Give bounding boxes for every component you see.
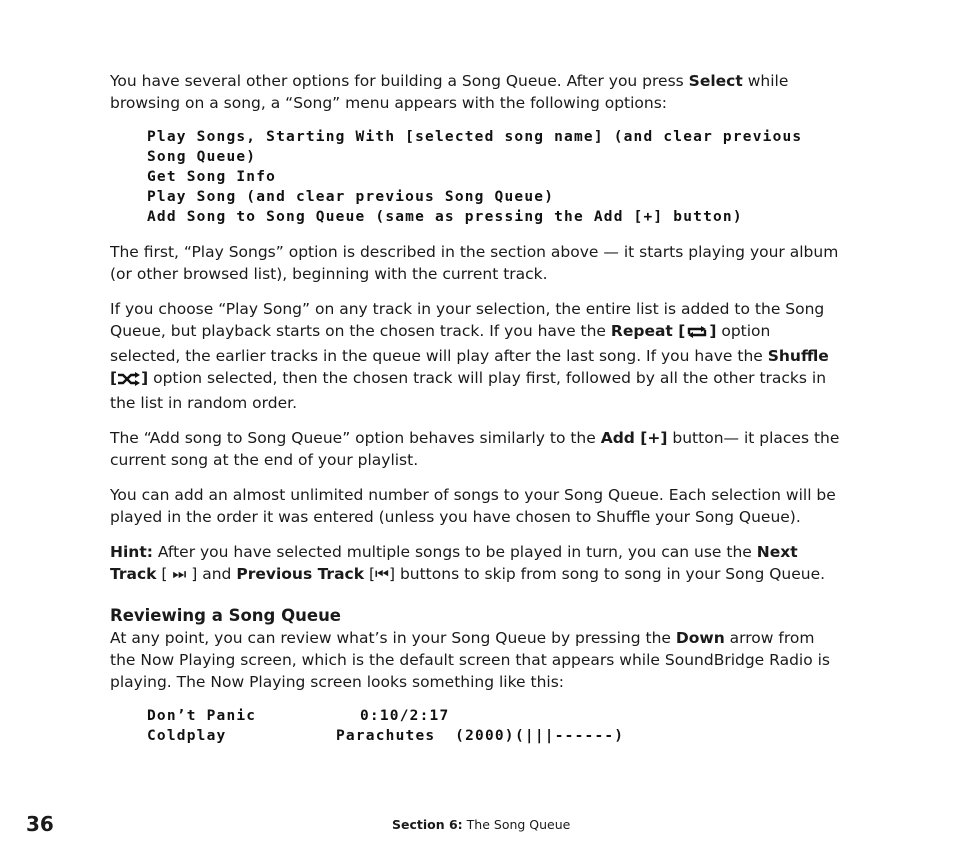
down-label: Down (675, 629, 725, 647)
repeat-label-end: ] (709, 322, 717, 340)
text: button— it places the current song at the end of your playlist. (110, 429, 840, 469)
add-label: Add [+] (600, 429, 668, 447)
text: At any point, you can review what’s in your Song Queue by pressing the (110, 629, 676, 647)
select-label: Select (688, 72, 743, 90)
text: The “Add song to Song Queue” option behaves similarly to the (110, 429, 601, 447)
footer-section-label: Section 6: (392, 817, 463, 832)
text: arrow from the Now Playing screen, which is the default screen that appears while SoundBridge Radio is playing. The Now Playing screen looks something like this: (110, 629, 831, 691)
previous-track-label: Previous Track (236, 565, 365, 583)
page-number: 36 (26, 812, 54, 836)
shuffle-icon (117, 370, 141, 392)
footer-section-title: The Song Queue (462, 817, 571, 832)
section-heading: Reviewing a Song Queue (110, 606, 341, 625)
play-songs-paragraph: The first, “Play Songs” option is described in the section above — it starts playing your album (or other browsed list), beginning with the current track. (110, 243, 839, 283)
song-menu-options (147, 127, 840, 227)
now-playing-display (147, 706, 840, 746)
next-track-label: Next Track (110, 543, 798, 583)
artist-name: Coldplay (147, 728, 227, 744)
shuffle-label: Shuffle [ (110, 347, 829, 387)
text: After you have selected multiple songs to be played in turn, you can use the (152, 543, 757, 561)
hint-label: Hint: (110, 543, 153, 561)
text: option selected, then the chosen track will play first, followed by all the other tracks in the list in random order. (110, 369, 827, 412)
song-time: 0:10/2:17 (360, 708, 450, 724)
shuffle-label-end: ] (141, 369, 149, 387)
page-body (110, 70, 840, 760)
text: If you choose “Play Song” on any track in your selection, the entire list is added to the Song Queue, but playback starts on the chosen track. If you have the (110, 300, 825, 340)
progress-indicator: (|||------) (515, 728, 625, 744)
menu-option: Play Songs, Starting With [selected song name] (and clear previous Song Queue) (147, 129, 803, 165)
text: while browsing on a song, a “Song” menu appears with the following options: (110, 72, 789, 112)
review-paragraph (110, 627, 840, 693)
play-song-paragraph (110, 298, 840, 414)
add-song-paragraph (110, 427, 840, 471)
repeat-label: Repeat [ (610, 322, 686, 340)
menu-option: Get Song Info (147, 169, 277, 185)
intro-paragraph (110, 70, 840, 114)
unlimited-paragraph: You can add an almost unlimited number of songs to your Song Queue. Each selection will be played in the order it was entered (unless you have chosen to Shuffle your Song Queue). (110, 486, 836, 526)
text: option selected, the earlier tracks in the queue will play after the last song. If you have the (110, 322, 771, 365)
now-playing-row-1 (147, 706, 840, 726)
album-name: Parachutes (2000) (336, 728, 515, 744)
text: [ ⏭ ] and (156, 565, 237, 583)
menu-option: Play Song (and clear previous Song Queue) (147, 189, 555, 205)
now-playing-row-2 (147, 726, 840, 746)
repeat-icon (685, 323, 709, 345)
text: [⏮] buttons to skip from song to song in your Song Queue. (364, 565, 826, 583)
footer-section (392, 817, 570, 832)
song-title: Don’t Panic (147, 708, 257, 724)
hint-paragraph (110, 541, 840, 585)
menu-option: Add Song to Song Queue (same as pressing the Add [+] button) (147, 209, 743, 225)
text: You have several other options for building a Song Queue. After you press (110, 72, 689, 90)
